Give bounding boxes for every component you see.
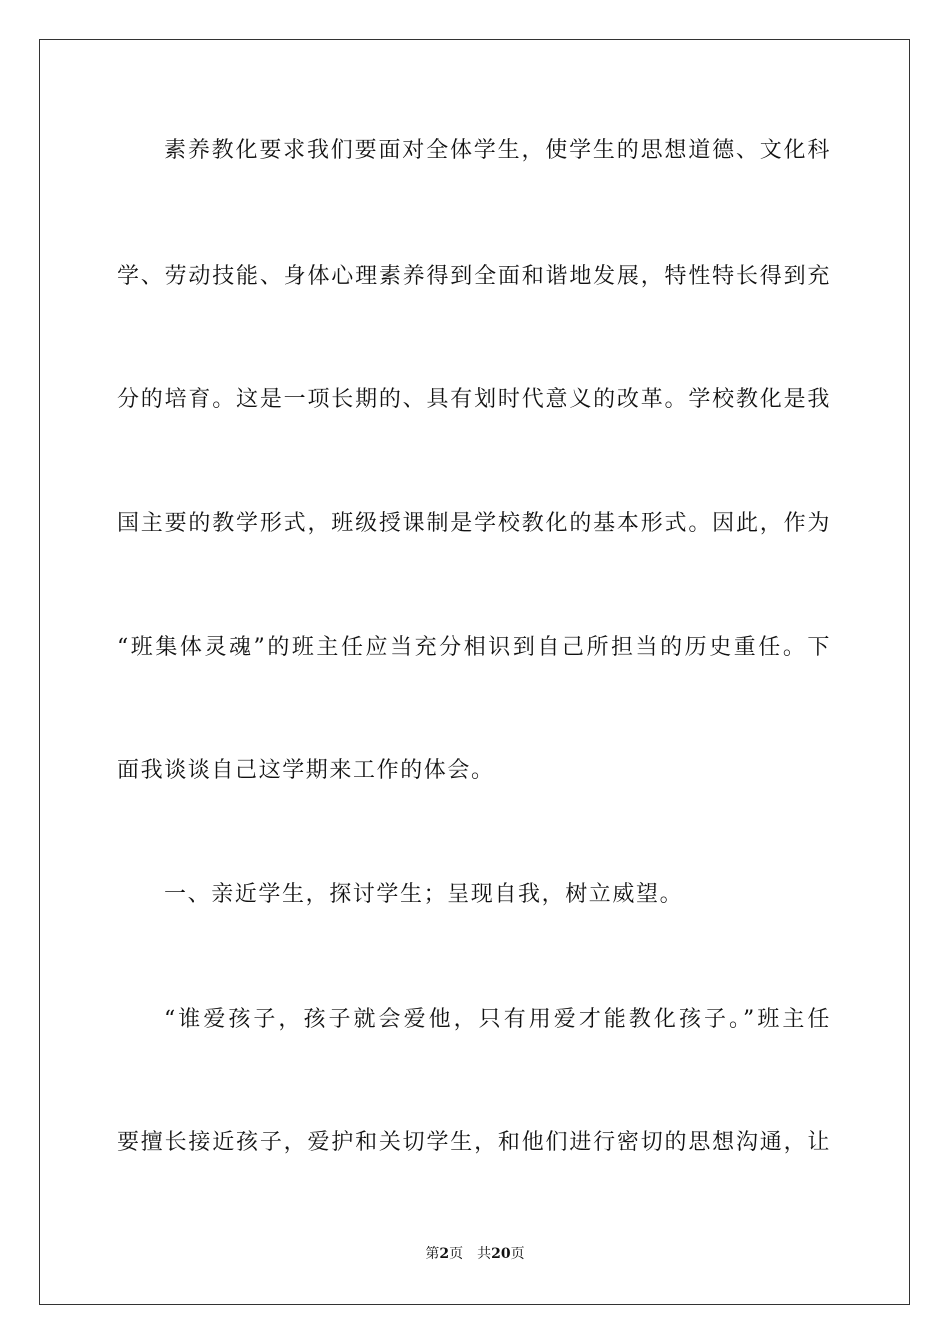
page-label-suffix: 页	[449, 1246, 464, 1262]
page-label-prefix: 第	[425, 1246, 440, 1262]
paragraph-line: 分的培育。这是一项长期的、具有划时代意义的改革。学校教化是我	[117, 387, 831, 412]
total-pages: 20	[491, 1246, 511, 1262]
page-number: 2	[439, 1246, 450, 1262]
paragraph-line: “谁爱孩子，孩子就会爱他，只有用爱才能教化孩子。”班主任	[164, 1007, 831, 1032]
page-border	[39, 39, 910, 1305]
page-footer	[0, 1245, 950, 1263]
total-label-prefix: 共	[477, 1246, 492, 1262]
section-heading: 一、亲近学生，探讨学生；呈现自我，树立威望。	[164, 882, 684, 907]
total-label-suffix: 页	[510, 1246, 525, 1262]
paragraph-line: 学、劳动技能、身体心理素养得到全面和谐地发展，特性特长得到充	[117, 264, 831, 289]
paragraph-line: 要擅长接近孩子，爱护和关切学生，和他们进行密切的思想沟通，让	[117, 1130, 831, 1155]
paragraph-line: 国主要的教学形式，班级授课制是学校教化的基本形式。因此，作为	[117, 511, 831, 536]
paragraph-line: 素养教化要求我们要面对全体学生，使学生的思想道德、文化科	[164, 138, 831, 163]
paragraph-line: 面我谈谈自己这学期来工作的体会。	[117, 758, 495, 783]
paragraph-line: “班集体灵魂”的班主任应当充分相识到自己所担当的历史重任。下	[117, 635, 831, 660]
